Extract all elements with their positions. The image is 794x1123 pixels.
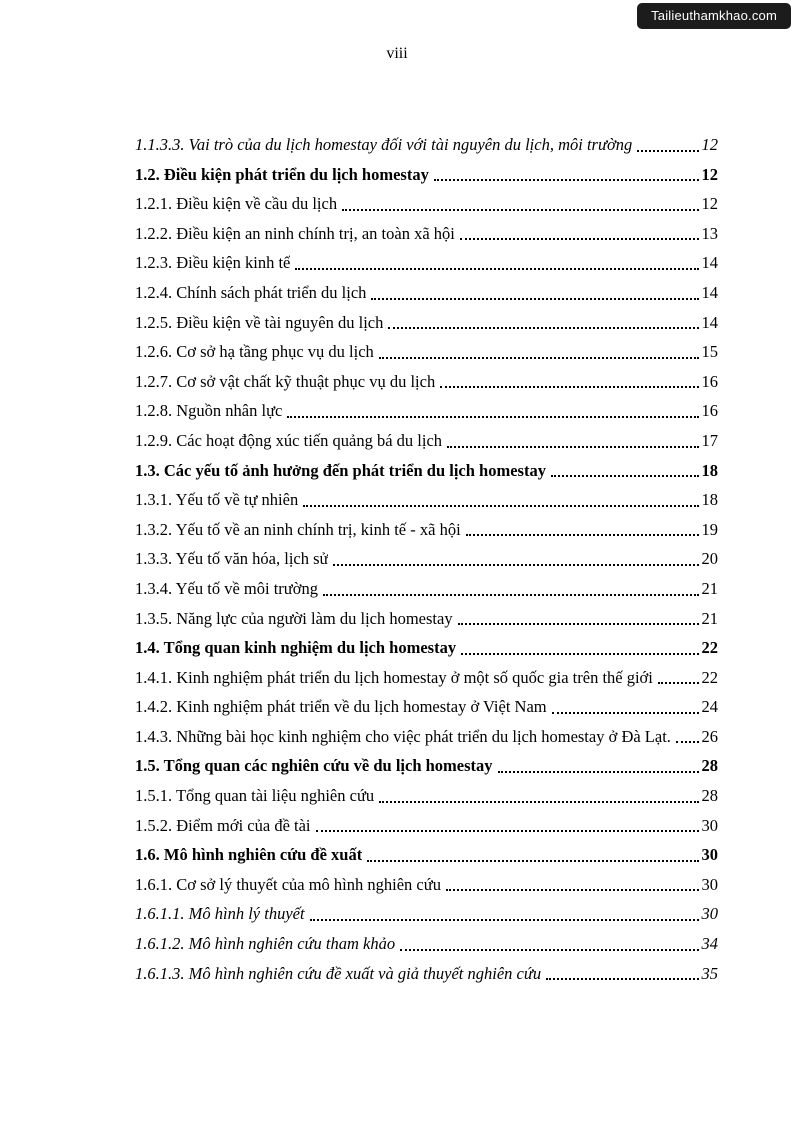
toc-entry-page: 20 [701,549,718,569]
toc-entry-page: 30 [701,904,718,924]
toc-entry-page: 12 [701,135,718,154]
toc-entry-page: 21 [701,578,718,598]
toc-entry-title: 1.2. Điều kiện phát triển du lịch homestay [135,164,429,184]
toc-entry-title: 1.6.1.1. Mô hình lý thuyết [135,904,305,924]
toc-entry [135,515,718,545]
toc-entry-title: 1.5.2. Điểm mới của đề tài [135,815,311,835]
toc-entry-title: 1.5.1. Tổng quan tài liệu nghiên cứu [135,786,375,806]
toc-entry-page: 28 [701,756,718,776]
toc-dot-leader [447,446,698,448]
toc-entry [135,633,718,663]
toc-entry [135,899,718,929]
toc-entry-page: 12 [701,164,718,184]
watermark-badge [637,3,791,29]
toc-entry-title: 1.6. Mô hình nghiên cứu đề xuất [135,845,363,865]
toc-entry [135,308,718,338]
toc-entry-page: 24 [701,697,718,717]
toc-entry [135,426,718,456]
toc-entry [135,574,718,604]
toc-entry-title: 1.2.1. Điều kiện về cầu du lịch [135,194,338,214]
toc-dot-leader [367,860,698,862]
toc-entry-page: 22 [701,638,718,658]
toc-dot-leader [458,623,699,625]
toc-dot-leader [342,209,698,211]
toc-dot-leader [434,179,699,181]
toc-entry [135,604,718,634]
toc-entry [135,722,718,752]
toc-dot-leader [460,238,699,240]
toc-entry-title: 1.4. Tổng quan kinh nghiệm du lịch homestay [135,638,457,658]
toc-entry [135,544,718,574]
toc-entry [135,751,718,781]
toc-entry-page: 14 [701,282,718,302]
toc-dot-leader [323,594,699,596]
toc-entry-page: 15 [701,342,718,362]
toc-entry-page: 16 [701,401,718,421]
watermark-text: Tailieuthamkhao.com [651,8,777,23]
toc-entry [135,160,718,190]
toc-entry-title: 1.4.1. Kinh nghiệm phát triển du lịch homestay ở một số quốc gia trên thế giới [135,667,653,687]
toc-entry-title: 1.4.2. Kinh nghiệm phát triển về du lịch homestay ở Việt Nam [135,697,547,717]
toc-entry [135,870,718,900]
toc-entry-title: 1.6.1. Cơ sở lý thuyết của mô hình nghiên cứu [135,874,441,894]
toc-entry-title: 1.3.4. Yếu tố về môi trường [135,578,318,598]
toc-entry-title: 1.2.7. Cơ sở vật chất kỹ thuật phục vụ du lịch [135,371,436,391]
toc-entry [135,485,718,515]
toc-entry-title: 1.2.2. Điều kiện an ninh chính trị, an toàn xã hội [135,223,455,243]
toc-entry [135,367,718,397]
toc-entry [135,692,718,722]
toc-entry-title: 1.6.1.2. Mô hình nghiên cứu tham khảo [135,934,396,954]
toc-entry-page: 30 [701,874,718,894]
toc-dot-leader [333,564,698,566]
toc-entry-title: 1.3. Các yếu tố ảnh hưởng đến phát triển du lịch homestay [135,460,546,480]
toc-dot-leader [546,978,698,980]
toc-entry-page: 19 [701,519,718,539]
toc-entry [135,337,718,367]
toc-dot-leader [440,386,698,388]
toc-entry [135,456,718,486]
toc-entry-page: 30 [701,845,718,865]
toc-entry [135,840,718,870]
page-number: viii [386,45,408,62]
toc-dot-leader [658,682,699,684]
toc-entry-title: 1.2.5. Điều kiện về tài nguyên du lịch [135,312,384,332]
toc-entry-page: 12 [701,194,718,214]
toc-entry-title: 1.3.1. Yếu tố về tự nhiên [135,490,299,510]
toc-entry-title: 1.1.3.3. Vai trò của du lịch homestay đối với tài nguyên du lịch, môi trường [135,135,633,154]
toc-entry [135,959,718,989]
toc-dot-leader [637,150,698,152]
toc-dot-leader [388,327,698,329]
toc-entry-page: 34 [701,934,718,954]
toc-dot-leader [498,771,699,773]
toc-entry-title: 1.3.5. Năng lực của người làm du lịch homestay [135,608,453,628]
toc-entry [135,248,718,278]
toc-entry-page: 30 [701,815,718,835]
toc-entry-title: 1.4.3. Những bài học kinh nghiệm cho việc phát triển du lịch homestay ở Đà Lạt. [135,726,671,746]
toc-entry-title: 1.3.2. Yếu tố về an ninh chính trị, kinh tế - xã hội [135,519,461,539]
toc-entry-title: 1.6.1.3. Mô hình nghiên cứu đề xuất và giả thuyết nghiên cứu [135,963,542,983]
toc-entry [135,929,718,959]
toc-entry-page: 28 [701,786,718,806]
toc-entry-page: 14 [701,312,718,332]
toc-dot-leader [316,830,699,832]
toc-dot-leader [400,949,698,951]
toc-entry-page: 14 [701,253,718,273]
toc-entry [135,663,718,693]
toc-entry-title: 1.2.9. Các hoạt động xúc tiến quảng bá du lịch [135,430,443,450]
toc-dot-leader [303,505,698,507]
toc-dot-leader [676,741,699,743]
toc-entry-title: 1.3.3. Yếu tố văn hóa, lịch sử [135,549,329,569]
toc-entry-page: 13 [701,223,718,243]
toc-entry-page: 21 [701,608,718,628]
toc-dot-leader [379,357,699,359]
toc-entry-page: 26 [701,726,718,746]
toc-entry-title: 1.2.3. Điều kiện kinh tế [135,253,291,273]
toc-dot-leader [446,889,699,891]
toc-dot-leader [466,534,699,536]
toc-entry-page: 16 [701,371,718,391]
toc-dot-leader [310,919,699,921]
toc-entry-page: 18 [701,490,718,510]
toc-entry [135,396,718,426]
toc-entry-page: 22 [701,667,718,687]
toc-entry-title: 1.2.4. Chính sách phát triển du lịch [135,282,367,302]
toc-dot-leader [371,298,698,300]
toc-entry [135,130,718,160]
toc-dot-leader [295,268,698,270]
toc-dot-leader [552,712,699,714]
toc-entry-page: 35 [701,963,718,983]
toc-entry [135,189,718,219]
toc-dot-leader [551,475,699,477]
toc-entry [135,219,718,249]
table-of-contents [135,130,718,988]
toc-dot-leader [461,653,698,655]
toc-entry [135,811,718,841]
toc-dot-leader [379,801,698,803]
toc-entry-page: 17 [701,430,718,450]
toc-dot-leader [287,416,698,418]
toc-entry-title: 1.2.8. Nguồn nhân lực [135,401,283,421]
toc-entry-title: 1.2.6. Cơ sở hạ tầng phục vụ du lịch [135,342,374,362]
toc-entry-page: 18 [701,460,718,480]
toc-entry-title: 1.5. Tổng quan các nghiên cứu về du lịch homestay [135,756,493,776]
toc-entry [135,781,718,811]
toc-entry [135,278,718,308]
